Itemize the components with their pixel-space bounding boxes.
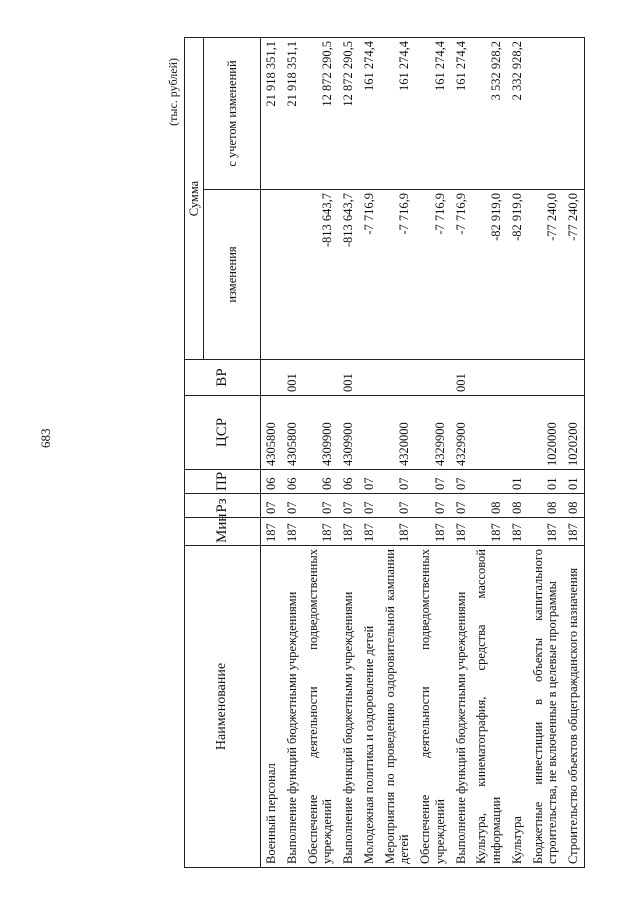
row-change-amount: -82 919,0	[471, 190, 507, 360]
row-change-amount	[261, 190, 282, 360]
row-rz-code: 07	[380, 494, 416, 518]
header-min: Мин	[185, 518, 261, 546]
row-name: Обеспечение деятельности подведомственных учреждений	[415, 546, 451, 868]
row-min-code: 187	[471, 518, 507, 546]
row-vr-code	[507, 360, 528, 396]
row-name: Строительство объектов общегражданского назначения	[563, 546, 584, 868]
row-vr-code: 001	[451, 360, 472, 396]
row-pr-code: 01	[507, 470, 528, 494]
row-total-amount: 3 532 928,2	[471, 38, 507, 190]
row-total-amount: 21 918 351,1	[261, 38, 282, 190]
row-min-code: 187	[380, 518, 416, 546]
row-rz-code: 07	[451, 494, 472, 518]
row-vr-code	[359, 360, 380, 396]
row-pr-code: 01	[528, 470, 564, 494]
table-row	[261, 38, 282, 868]
row-total-amount: 161 274,4	[359, 38, 380, 190]
row-name: Культура, кинематография, средства массовой информации	[471, 546, 507, 868]
row-name: Обеспечение деятельности подведомственных учреждений	[303, 546, 339, 868]
row-change-amount: -7 716,9	[415, 190, 451, 360]
row-rz-code: 07	[338, 494, 359, 518]
row-name: Военный персонал	[261, 546, 282, 868]
row-min-code: 187	[338, 518, 359, 546]
row-rz-code: 08	[507, 494, 528, 518]
table-row	[415, 38, 451, 868]
row-total-amount: 161 274,4	[451, 38, 472, 190]
header-sum-group: Сумма	[185, 38, 204, 360]
row-csr-code	[471, 396, 507, 470]
row-vr-code	[471, 360, 507, 396]
row-pr-code: 07	[380, 470, 416, 494]
row-name: Культура	[507, 546, 528, 868]
row-rz-code: 08	[471, 494, 507, 518]
table-row	[282, 38, 303, 868]
table-row	[359, 38, 380, 868]
row-vr-code: 001	[338, 360, 359, 396]
row-pr-code: 06	[282, 470, 303, 494]
header-name: Наименование	[185, 546, 261, 868]
table-row	[451, 38, 472, 868]
row-change-amount: -82 919,0	[507, 190, 528, 360]
table-row	[338, 38, 359, 868]
table-row	[380, 38, 416, 868]
row-csr-code	[507, 396, 528, 470]
rotated-page-content	[166, 38, 636, 868]
row-name: Бюджетные инвестиции в объекты капитального строительства, не включенные в целевые программы	[528, 546, 564, 868]
row-min-code: 187	[451, 518, 472, 546]
row-total-amount: 21 918 351,1	[282, 38, 303, 190]
row-min-code: 187	[359, 518, 380, 546]
page-number: 683	[38, 428, 53, 448]
row-rz-code: 07	[282, 494, 303, 518]
table-row	[528, 38, 564, 868]
row-pr-code: 01	[563, 470, 584, 494]
row-rz-code: 08	[528, 494, 564, 518]
row-pr-code: 06	[303, 470, 339, 494]
row-vr-code	[563, 360, 584, 396]
row-csr-code: 4305800	[261, 396, 282, 470]
row-vr-code	[528, 360, 564, 396]
row-change-amount: -7 716,9	[380, 190, 416, 360]
row-change-amount: -813 643,7	[303, 190, 339, 360]
row-change-amount: -7 716,9	[451, 190, 472, 360]
row-csr-code: 1020000	[528, 396, 564, 470]
row-rz-code: 07	[303, 494, 339, 518]
row-rz-code: 07	[261, 494, 282, 518]
row-pr-code: 06	[338, 470, 359, 494]
table-row	[303, 38, 339, 868]
row-total-amount: 12 872 290,5	[303, 38, 339, 190]
row-min-code: 187	[528, 518, 564, 546]
row-pr-code	[471, 470, 507, 494]
row-total-amount	[563, 38, 584, 190]
table-row	[471, 38, 507, 868]
row-min-code: 187	[282, 518, 303, 546]
row-name: Выполнение функций бюджетными учреждениями	[338, 546, 359, 868]
table-row	[563, 38, 584, 868]
row-min-code: 187	[563, 518, 584, 546]
row-min-code: 187	[303, 518, 339, 546]
row-pr-code: 07	[359, 470, 380, 494]
row-name: Молодежная политика и оздоровление детей	[359, 546, 380, 868]
row-csr-code: 4305800	[282, 396, 303, 470]
row-vr-code	[415, 360, 451, 396]
row-change-amount	[282, 190, 303, 360]
row-csr-code: 4329900	[451, 396, 472, 470]
row-rz-code: 08	[563, 494, 584, 518]
row-change-amount: -77 240,0	[528, 190, 564, 360]
unit-note: (тыс. рублей)	[166, 58, 180, 126]
header-changes: изменения	[204, 190, 261, 360]
row-name: Выполнение функций бюджетными учреждениями	[282, 546, 303, 868]
row-min-code: 187	[507, 518, 528, 546]
row-vr-code	[303, 360, 339, 396]
row-rz-code: 07	[415, 494, 451, 518]
row-name: Мероприятия по проведению оздоровительной кампании детей	[380, 546, 416, 868]
budget-table	[184, 37, 585, 868]
row-csr-code: 4320000	[380, 396, 416, 470]
row-vr-code	[380, 360, 416, 396]
header-row	[185, 38, 204, 868]
row-min-code: 187	[261, 518, 282, 546]
row-change-amount: -813 643,7	[338, 190, 359, 360]
header-csr: ЦСР	[185, 396, 261, 470]
row-csr-code: 4309900	[303, 396, 339, 470]
row-total-amount: 161 274,4	[415, 38, 451, 190]
header-vr: ВР	[185, 360, 261, 396]
row-csr-code: 4329900	[415, 396, 451, 470]
table-body	[261, 38, 585, 868]
row-rz-code: 07	[359, 494, 380, 518]
row-min-code: 187	[415, 518, 451, 546]
row-vr-code: 001	[282, 360, 303, 396]
row-total-amount: 2 332 928,2	[507, 38, 528, 190]
row-total-amount: 161 274,4	[380, 38, 416, 190]
row-csr-code: 1020200	[563, 396, 584, 470]
row-name: Выполнение функций бюджетными учреждениями	[451, 546, 472, 868]
row-pr-code: 07	[415, 470, 451, 494]
row-pr-code: 07	[451, 470, 472, 494]
header-pr: ПР	[185, 470, 261, 494]
table-row	[507, 38, 528, 868]
row-csr-code: 4309900	[338, 396, 359, 470]
row-change-amount: -7 716,9	[359, 190, 380, 360]
row-change-amount: -77 240,0	[563, 190, 584, 360]
row-total-amount: 12 872 290,5	[338, 38, 359, 190]
row-vr-code	[261, 360, 282, 396]
header-with-changes: с учетом изменений	[204, 38, 261, 190]
row-pr-code: 06	[261, 470, 282, 494]
row-total-amount	[528, 38, 564, 190]
header-rz: Рз	[185, 494, 261, 518]
row-csr-code	[359, 396, 380, 470]
